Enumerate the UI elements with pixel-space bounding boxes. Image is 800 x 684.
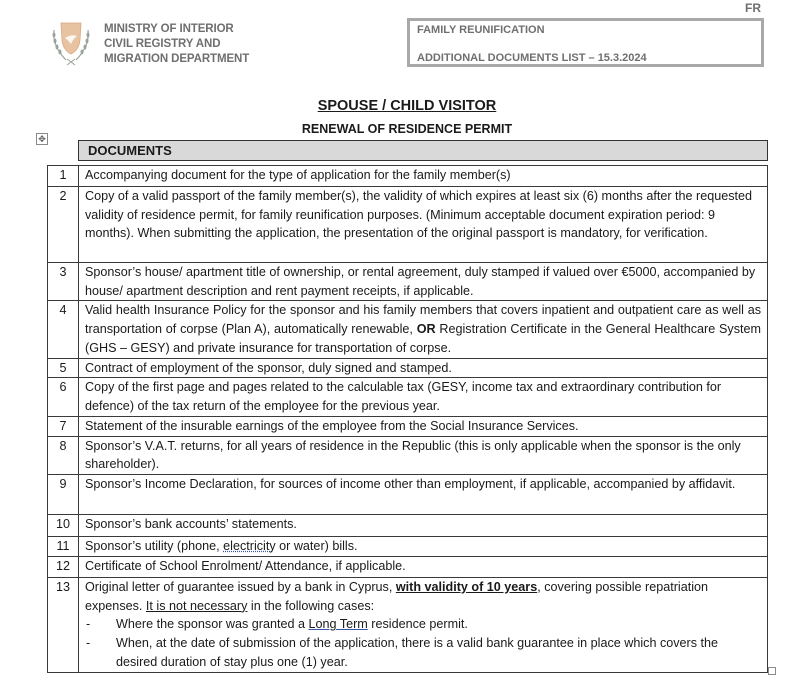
table-row	[48, 187, 768, 263]
table-row	[48, 378, 768, 416]
table-row	[48, 475, 768, 515]
bullet-dash: -	[86, 617, 91, 632]
row-text-part: Original letter of guarantee issued by a bank in Cyprus,	[85, 580, 396, 595]
table-row	[48, 263, 768, 301]
row-text-paragraph	[85, 578, 761, 615]
table-row	[48, 515, 768, 537]
form-title-box	[407, 18, 764, 67]
table-row	[48, 358, 768, 378]
row-text: Sponsor’s bank accounts’ statements.	[79, 515, 768, 537]
table-row	[48, 416, 768, 436]
spelling-flagged-word[interactable]: electricity	[223, 539, 276, 554]
row-text: Accompanying document for the type of application for the family member(s)	[79, 166, 768, 187]
bullet-dash: -	[86, 636, 91, 651]
exception-bullet	[85, 615, 761, 634]
table-row	[48, 166, 768, 187]
table-move-handle-icon[interactable]: ✥	[36, 133, 48, 145]
row-text: Copy of a valid passport of the family member(s), the validity of which expires at least six (6) months after the requested validity of residence permit, for family reunification purposes. (Minimum acceptable document expiration period: 9 months). When submitting the application, the presentation of the original passport is mandatory, for verification.	[79, 187, 768, 263]
row-text: Statement of the insurable earnings of the employee from the Social Insurance Services.	[79, 416, 768, 436]
bullet-text-part: residence permit.	[367, 617, 468, 632]
table-row	[48, 436, 768, 474]
form-subtitle: ADDITIONAL DOCUMENTS LIST – 15.3.2024	[417, 52, 647, 64]
row-text-underlined: It is not necessary	[145, 598, 248, 613]
cyprus-coat-of-arms-icon	[46, 20, 96, 68]
table-row	[48, 578, 768, 673]
row-text-part: in the following cases:	[247, 598, 375, 613]
row-text: Sponsor’s house/ apartment title of ownership, or rental agreement, duly stamped if valued over €5000, accompanied by house/ apartment description and rent payment receipts, if applicable.	[79, 263, 768, 301]
row-text	[79, 301, 768, 358]
table-header-documents: DOCUMENTS	[78, 140, 768, 161]
table-resize-handle[interactable]	[768, 667, 776, 675]
row-number: 4	[48, 301, 79, 358]
row-text: Certificate of School Enrolment/ Attendance, if applicable.	[79, 557, 768, 578]
row-number: 5	[48, 358, 79, 378]
table-row	[48, 557, 768, 578]
row-number: 6	[48, 378, 79, 416]
row-text-part: Sponsor’s utility (phone,	[85, 539, 224, 554]
grammar-flagged-phrase[interactable]: Long Term	[308, 617, 368, 632]
ministry-line-2: CIVIL REGISTRY AND	[104, 38, 221, 50]
bullet-text	[116, 615, 468, 634]
row-text: Sponsor’s Income Declaration, for sources of income other than employment, if applicable, accompanied by affidavit.	[79, 475, 768, 515]
exception-bullet	[85, 634, 761, 671]
row-text: Sponsor’s V.A.T. returns, for all years of residence in the Republic (this is only applicable when the sponsor is the only shareholder).	[79, 436, 768, 474]
bullet-text: When, at the date of submission of the application, there is a valid bank guarantee in place which covers the desired duration of stay plus one (1) year.	[116, 636, 719, 669]
row-text	[79, 578, 768, 673]
ministry-line-3: MIGRATION DEPARTMENT	[104, 53, 250, 65]
bullet-text-part: Where the sponsor was granted a	[116, 617, 309, 632]
row-text-part: Registration Certificate in the General Healthcare System (GHS – GESY) and private insurance for transportation of corpse.	[85, 322, 761, 355]
row-number: 9	[48, 475, 79, 515]
ministry-line-1: MINISTRY OF INTERIOR	[104, 23, 234, 35]
row-number: 12	[48, 557, 79, 578]
row-text	[79, 537, 768, 557]
row-number: 11	[48, 537, 79, 557]
form-title: FAMILY REUNIFICATION	[417, 24, 545, 36]
document-title: SPOUSE / CHILD VISITOR	[317, 98, 497, 114]
row-number: 10	[48, 515, 79, 537]
table-row	[48, 301, 768, 358]
row-text-emphasis: with validity of 10 years	[395, 580, 538, 595]
row-text-part: , covering possible repatriation expenses.	[85, 580, 709, 613]
row-text: Contract of employment of the sponsor, duly signed and stamped.	[79, 358, 768, 378]
table-row	[48, 537, 768, 557]
row-number: 7	[48, 416, 79, 436]
form-code: FR	[745, 1, 761, 15]
row-number: 8	[48, 436, 79, 474]
row-number: 3	[48, 263, 79, 301]
row-number: 1	[48, 166, 79, 187]
row-text-part: Valid health Insurance Policy for the sponsor and his family members that covers inpatient and outpatient care as well as transportation of corpse (Plan A), automatically renewable,	[85, 303, 761, 337]
document-subtitle: RENEWAL OF RESIDENCE PERMIT	[301, 122, 513, 136]
documents-table	[47, 165, 768, 673]
row-text-emphasis: OR	[416, 322, 436, 337]
row-text: Copy of the first page and pages related to the calculable tax (GESY, income tax and extraordinary contribution for defence) of the tax return of the employee for the previous year.	[79, 378, 768, 416]
ministry-name	[104, 22, 249, 67]
row-number: 13	[48, 578, 79, 673]
row-text-part: or water) bills.	[275, 539, 358, 554]
row-number: 2	[48, 187, 79, 263]
